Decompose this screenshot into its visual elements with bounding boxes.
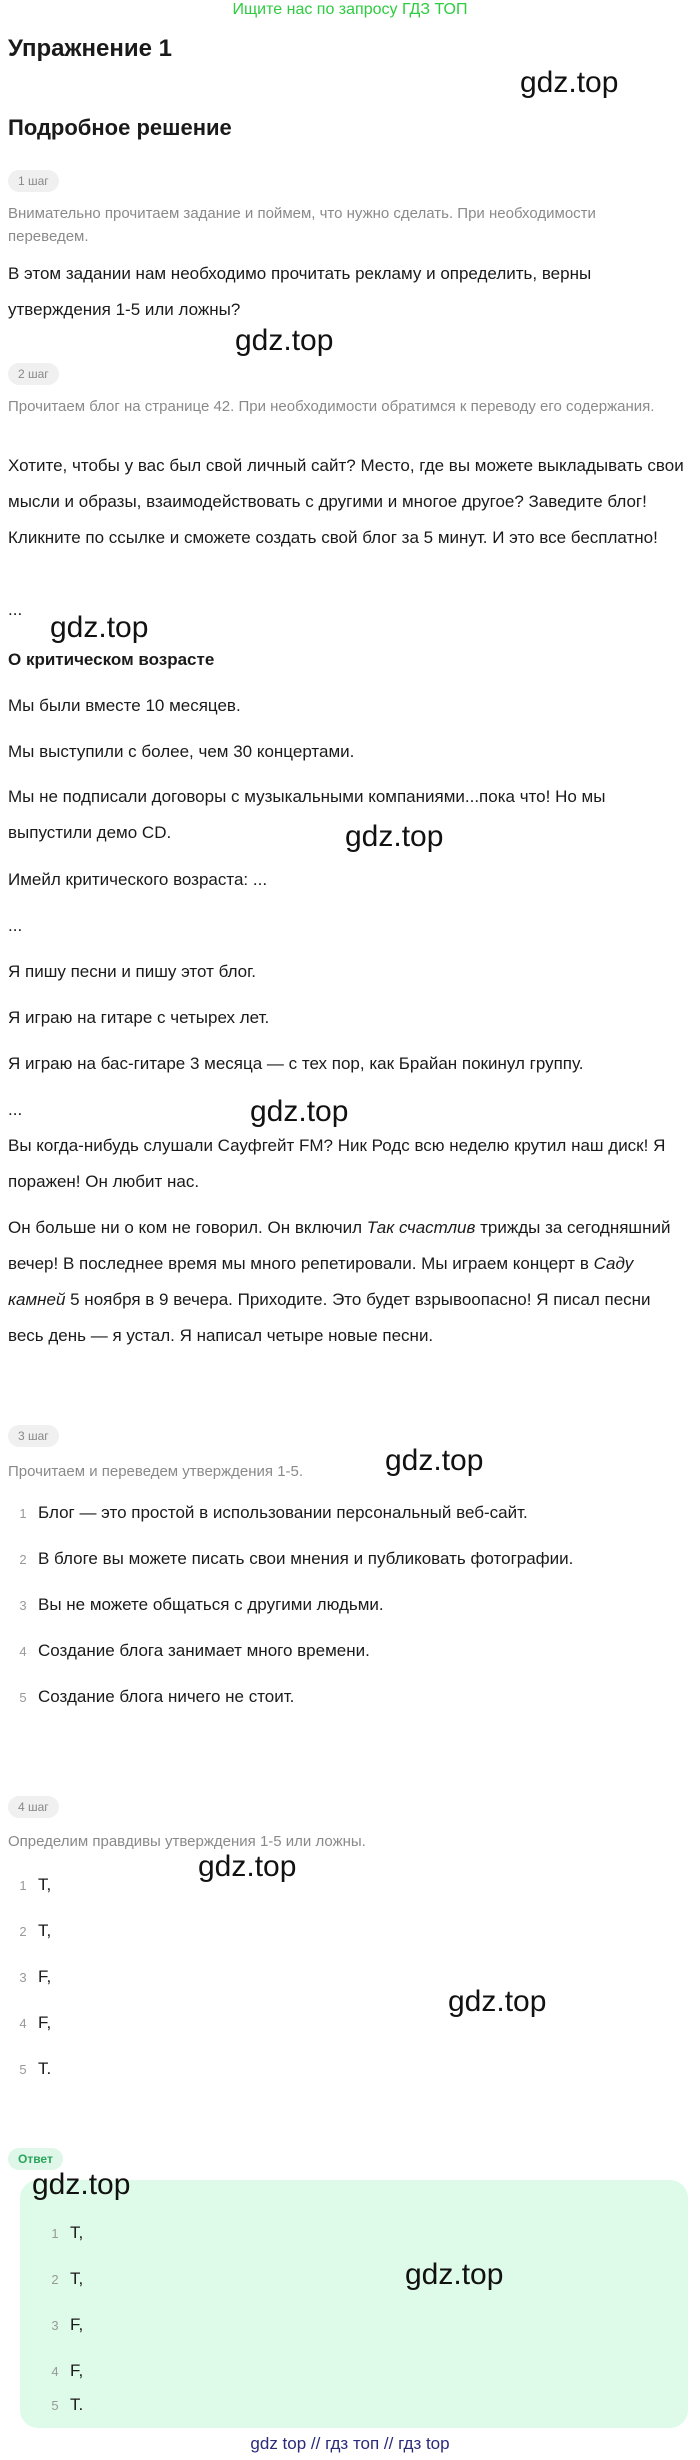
blog-paragraph: Мы выступили с более, чем 30 концертами. xyxy=(8,742,355,761)
watermark: gdz.top xyxy=(235,324,334,357)
blog-paragraph: Мы не подписали договоры с музыкальными компаниями...пока что! Но мы выпустили демо CD. xyxy=(8,787,606,842)
list-text: F, xyxy=(70,2361,84,2380)
list-item xyxy=(8,1954,688,2000)
list-item xyxy=(8,1628,688,1674)
list-number: 3 xyxy=(19,1598,27,1613)
step-2-hint: Прочитаем блог на странице 42. При необходимости обратимся к переводу его содержания. xyxy=(8,398,655,415)
list-item xyxy=(8,1536,688,1582)
answer-item xyxy=(40,2382,700,2428)
step-2-badge: 2 шаг xyxy=(8,363,59,385)
answer-item xyxy=(40,2210,700,2256)
blog-paragraph: Я играю на гитаре с четырех лет. xyxy=(8,1008,270,1027)
answer-item xyxy=(40,2256,700,2302)
list-number: 1 xyxy=(19,1506,27,1521)
list-number: 1 xyxy=(19,1878,27,1893)
step-4-hint: Определим правдивы утверждения 1-5 или ложны. xyxy=(8,1833,366,1850)
list-number: 2 xyxy=(19,1924,27,1939)
step-3-badge: 3 шаг xyxy=(8,1425,59,1447)
watermark: gdz.top xyxy=(385,1444,484,1477)
watermark: gdz.top xyxy=(448,1985,547,2018)
step-4-badge: 4 шаг xyxy=(8,1796,59,1818)
list-item xyxy=(8,1582,688,1628)
watermark: gdz.top xyxy=(198,1850,297,1883)
list-text: F, xyxy=(38,2013,52,2032)
watermark: gdz.top xyxy=(32,2168,131,2201)
list-text: T, xyxy=(70,2269,84,2288)
venue-name: Саду камней xyxy=(8,1254,634,1309)
watermark: gdz.top xyxy=(345,820,444,853)
list-number: 4 xyxy=(19,2016,27,2031)
list-number: 1 xyxy=(51,2226,59,2241)
blog-text: 5 ноября в 9 вечера. Приходите. Это будет взрывоопасно! Я писал песни весь день — я устал. Я написал четыре новые песни. xyxy=(8,1290,651,1345)
answer-item xyxy=(40,2302,700,2348)
step-3-hint: Прочитаем и переведем утверждения 1-5. xyxy=(8,1463,304,1480)
answer-badge: Ответ xyxy=(8,2148,63,2170)
solution-heading: Подробное решение xyxy=(8,115,232,140)
list-number: 2 xyxy=(19,1552,27,1567)
blog-text: трижды за сегодняшний вечер! В последнее время мы много репетировали. Мы играем концерт в xyxy=(8,1218,671,1273)
list-text: Создание блога занимает много времени. xyxy=(38,1641,370,1660)
list-text: T. xyxy=(38,2059,52,2078)
list-text: T, xyxy=(70,2223,84,2242)
watermark: gdz.top xyxy=(520,66,619,99)
list-item xyxy=(8,2046,688,2092)
watermark: gdz.top xyxy=(250,1095,349,1128)
step-1-hint: Внимательно прочитаем задание и поймем, что нужно сделать. При необходимости переведем. xyxy=(8,205,596,245)
blog-heading: О критическом возрасте xyxy=(8,650,215,669)
list-item xyxy=(8,1908,688,1954)
list-item xyxy=(8,1490,688,1536)
list-text: Вы не можете общаться с другими людьми. xyxy=(38,1595,384,1614)
ellipsis: ... xyxy=(8,916,23,935)
list-text: Создание блога ничего не стоит. xyxy=(38,1687,295,1706)
list-text: F, xyxy=(70,2315,84,2334)
list-number: 5 xyxy=(19,1690,27,1705)
list-number: 4 xyxy=(19,1644,27,1659)
blog-paragraph: Я пишу песни и пишу этот блог. xyxy=(8,962,256,981)
list-number: 3 xyxy=(19,1970,27,1985)
list-text: F, xyxy=(38,1967,52,1986)
list-number: 4 xyxy=(51,2364,59,2379)
blog-paragraph: Вы когда-нибудь слушали Сауфгейт FM? Ник Родс всю неделю крутил наш диск! Я поражен! Он любит нас. xyxy=(8,1136,666,1191)
blog-intro: Хотите, чтобы у вас был свой личный сайт? Место, где вы можете выкладывать свои мысли и образы, взаимодействовать с другими и многое другое? Заведите блог! Кликните по ссылке и сможете создать свой блог за 5 минут. И это все бесплатно! xyxy=(8,456,684,547)
list-item xyxy=(8,2000,688,2046)
list-text: T, xyxy=(38,1875,52,1894)
blog-paragraph xyxy=(8,1210,688,1354)
list-text: T. xyxy=(70,2395,84,2414)
list-text: Блог — это простой в использовании персональный веб-сайт. xyxy=(38,1503,528,1522)
list-number: 3 xyxy=(51,2318,59,2333)
list-item xyxy=(8,1674,688,1720)
page-title: Упражнение 1 xyxy=(8,35,172,62)
list-number: 5 xyxy=(51,2398,59,2413)
watermark: gdz.top xyxy=(405,2258,504,2291)
search-banner: Ищите нас по запросу ГДЗ ТОП xyxy=(232,1,468,18)
footer-links[interactable]: gdz top // гдз топ // гдз top xyxy=(250,2434,450,2453)
list-number: 5 xyxy=(19,2062,27,2077)
list-text: В блоге вы можете писать свои мнения и публиковать фотографии. xyxy=(38,1549,574,1568)
blog-paragraph: Я играю на бас-гитаре 3 месяца — с тех пор, как Брайан покинул группу. xyxy=(8,1054,584,1073)
list-number: 2 xyxy=(51,2272,59,2287)
ellipsis: ... xyxy=(8,1100,23,1119)
list-item xyxy=(8,1862,688,1908)
ellipsis: ... xyxy=(8,600,23,619)
step-1-text: В этом задании нам необходимо прочитать рекламу и определить, верны утверждения 1-5 или ложны? xyxy=(8,264,592,319)
step-1-badge: 1 шаг xyxy=(8,170,59,192)
song-title: Так счастлив xyxy=(366,1218,476,1237)
blog-paragraph: Имейл критического возраста: ... xyxy=(8,870,268,889)
list-text: T, xyxy=(38,1921,52,1940)
watermark: gdz.top xyxy=(50,611,149,644)
blog-text: Он больше ни о ком не говорил. Он включил xyxy=(8,1218,367,1237)
blog-paragraph: Мы были вместе 10 месяцев. xyxy=(8,696,241,715)
